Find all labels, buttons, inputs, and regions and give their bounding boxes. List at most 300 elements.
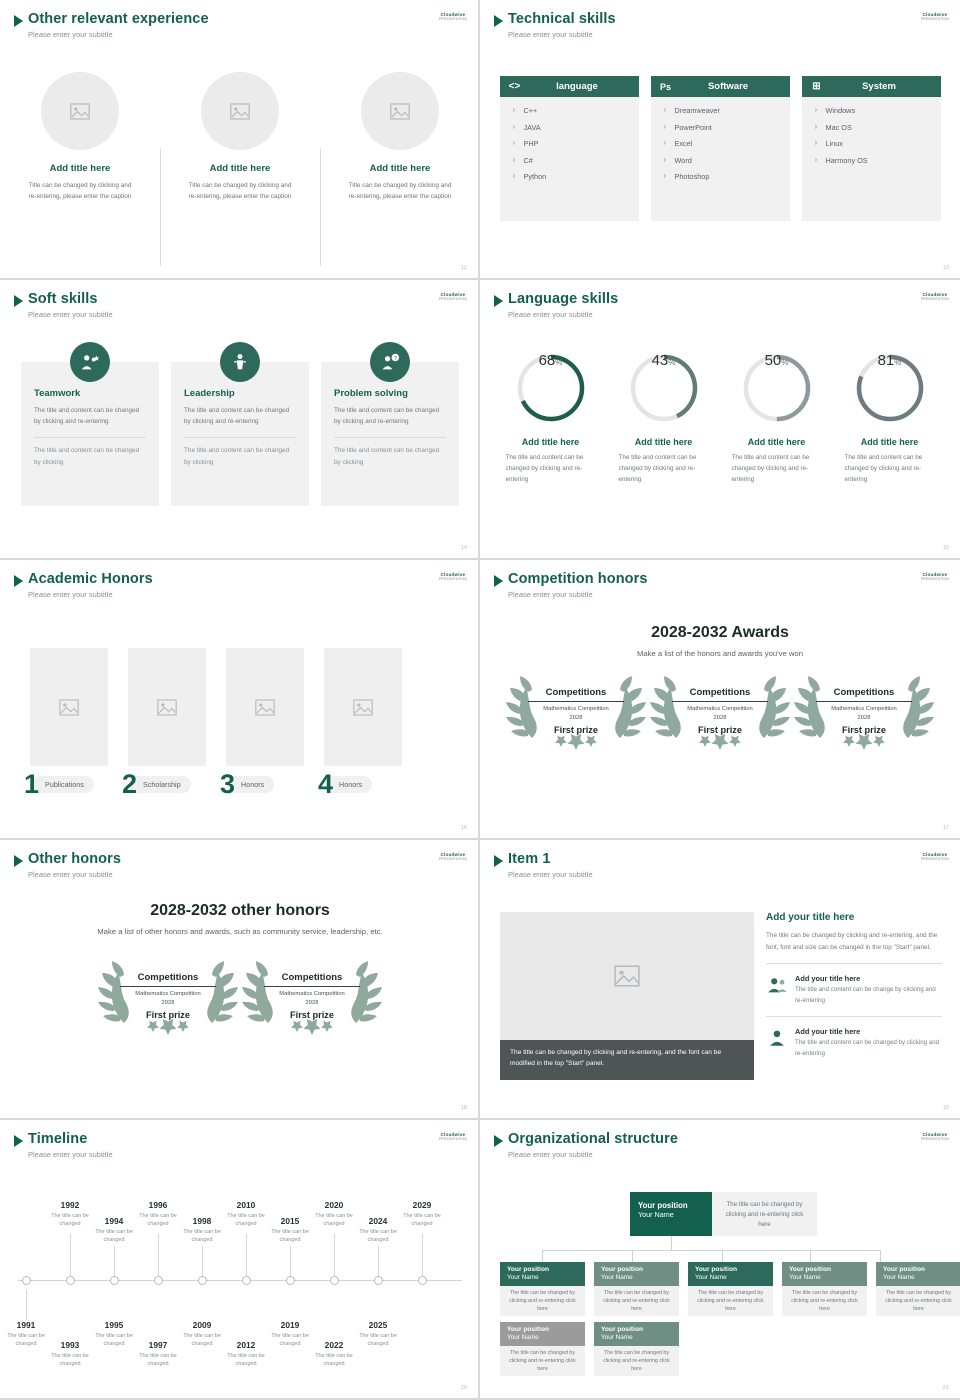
card-title: Problem solving	[334, 388, 408, 399]
slide-other-honors	[0, 840, 480, 1120]
slide-header	[14, 571, 153, 599]
image-placeholder[interactable]	[201, 72, 279, 150]
skill-card-system[interactable]	[802, 76, 941, 221]
page-subtitle: Please enter your subtitle	[28, 29, 113, 39]
timeline-node[interactable]	[418, 1276, 427, 1285]
org-row-1	[500, 1262, 960, 1316]
org-card-header	[500, 1262, 585, 1286]
page-number: 17	[942, 825, 949, 831]
page-number: 18	[460, 1105, 467, 1111]
page-subtitle: Please enter your subtitle	[508, 869, 593, 879]
timeline-label: 1997 The title can be changed	[139, 1340, 177, 1368]
timeline-label: 2024 The title can be changed	[359, 1216, 397, 1244]
page-number: 19	[942, 1105, 949, 1111]
brand-logo: Cloudwise PRESENTATION	[438, 1132, 467, 1141]
award-subtitle: Make a list of the honors and awards you've won	[637, 649, 803, 658]
list-item[interactable]	[160, 72, 320, 202]
org-position: Your position	[789, 1266, 831, 1273]
timeline-label: 2022 The title can be changed	[315, 1340, 353, 1368]
item-number: 1	[24, 769, 40, 799]
image-placeholder[interactable]	[30, 648, 108, 766]
list-item: › Linux	[815, 139, 941, 148]
image-placeholder[interactable]	[41, 72, 119, 150]
slide-language-skills	[480, 280, 960, 560]
timeline-node[interactable]	[242, 1276, 251, 1285]
org-card[interactable]	[594, 1322, 679, 1376]
ring-unit: %	[894, 358, 902, 367]
award-line2: 2028	[857, 714, 871, 721]
ring-item[interactable]	[730, 352, 824, 485]
card-desc: The title and content can be changed by clicking and re-entering	[184, 407, 290, 426]
timeline-label: 1991 The title can be changed	[7, 1320, 45, 1348]
divider	[766, 963, 942, 964]
item-label: Honors	[227, 776, 274, 793]
org-card[interactable]	[688, 1262, 773, 1316]
page-number: 13	[942, 265, 949, 271]
card-title: Leadership	[184, 388, 235, 399]
triangle-bullet-icon	[14, 295, 23, 307]
donut-chart	[741, 352, 813, 424]
timeline-stem	[422, 1234, 423, 1276]
card-body	[651, 97, 790, 221]
slide-header	[14, 851, 121, 879]
page-title: Technical skills	[508, 11, 616, 27]
timeline	[0, 1182, 480, 1372]
item-label: Publications	[31, 776, 94, 793]
slide-organizational-structure	[480, 1120, 960, 1400]
triangle-bullet-icon	[494, 855, 503, 867]
slide-academic-honors	[0, 560, 480, 840]
image-icon	[614, 965, 640, 987]
soft-skill-card[interactable]	[21, 362, 159, 506]
page-subtitle: Please enter your subtitle	[508, 309, 593, 319]
skill-card-software[interactable]	[651, 76, 790, 221]
slide-other-relevant-experience	[0, 0, 480, 280]
timeline-label: 2015 The title can be changed	[271, 1216, 309, 1244]
svg-text:?: ?	[393, 355, 397, 362]
org-connector	[632, 1250, 633, 1262]
org-card-desc: The title can be changed by clicking and re-entering click here	[500, 1346, 585, 1376]
image-icon	[59, 699, 79, 716]
award-badge[interactable]	[648, 668, 792, 754]
org-name: Your Name	[695, 1274, 727, 1282]
page-subtitle: Please enter your subtitle	[28, 309, 113, 319]
triangle-bullet-icon	[494, 575, 503, 587]
row-title: Add your title here	[795, 1027, 861, 1037]
page-title: Competition honors	[508, 571, 648, 587]
list-item: › Word	[664, 156, 790, 165]
timeline-label: 1996 The title can be changed	[139, 1200, 177, 1228]
org-card-header	[876, 1262, 960, 1286]
card-header-label: System	[862, 81, 896, 92]
brand-logo: Cloudwise PRESENTATION	[920, 12, 949, 21]
timeline-node[interactable]	[198, 1276, 207, 1285]
org-card[interactable]	[500, 1322, 585, 1376]
honor-item[interactable]	[318, 648, 402, 799]
divider	[120, 986, 216, 987]
ring-value: 50	[764, 352, 782, 369]
org-card[interactable]	[500, 1262, 585, 1316]
timeline-node[interactable]	[154, 1276, 163, 1285]
list-item[interactable]	[320, 72, 480, 202]
image-placeholder[interactable]	[324, 648, 402, 766]
org-card[interactable]	[876, 1262, 960, 1316]
panel-title: Add your title here	[766, 912, 855, 923]
image-icon	[230, 103, 250, 120]
timeline-node[interactable]	[110, 1276, 119, 1285]
org-position: Your position	[883, 1266, 925, 1273]
org-position: Your position	[601, 1326, 643, 1333]
timeline-stem	[158, 1234, 159, 1276]
award-line2: 2028	[305, 999, 319, 1006]
honor-item[interactable]	[122, 648, 206, 799]
award-line2: 2028	[713, 714, 727, 721]
item-title: Add title here	[521, 437, 580, 447]
org-card-desc: The title can be changed by clicking and re-entering click here	[782, 1286, 867, 1316]
org-connector	[542, 1250, 543, 1262]
timeline-stem	[246, 1234, 247, 1276]
image-placeholder[interactable]	[226, 648, 304, 766]
brand-logo: Cloudwise PRESENTATION	[438, 852, 467, 861]
item-title: Add title here	[49, 163, 111, 174]
award-list	[480, 668, 960, 754]
award-subtitle: Make a list of other honors and awards, such as community service, leadership, etc.	[97, 927, 383, 936]
ring-item[interactable]	[617, 352, 711, 485]
org-card-header	[688, 1262, 773, 1286]
honor-items	[24, 648, 450, 799]
people-star-icon	[70, 342, 110, 382]
card-header	[500, 76, 639, 97]
triangle-bullet-icon	[14, 575, 23, 587]
row-desc: The title and content can be changed by clicking and re-entering	[795, 1039, 940, 1057]
list-item: › C++	[513, 106, 639, 115]
brand-logo: Cloudwise PRESENTATION	[438, 572, 467, 581]
page-number: 21	[942, 1385, 949, 1391]
ring-unit: %	[781, 358, 789, 367]
award-prize: First prize	[146, 1009, 190, 1020]
card-desc: The title and content can be changed by clicking and re-entering	[34, 407, 140, 426]
slide-header	[14, 291, 113, 319]
photoshop-icon: Ps	[659, 81, 671, 92]
timeline-stem	[26, 1290, 27, 1320]
timeline-label: 2029 The title can be changed	[403, 1200, 441, 1228]
page-title: Organizational structure	[508, 1131, 678, 1147]
brand-logo: Cloudwise PRESENTATION	[920, 1132, 949, 1141]
slide-header	[14, 1131, 113, 1159]
card-header	[651, 76, 790, 97]
org-root-card[interactable]	[630, 1192, 712, 1236]
award-line1: Mathematics Competition	[543, 706, 609, 713]
triangle-bullet-icon	[494, 295, 503, 307]
divider	[816, 701, 912, 702]
timeline-stem	[334, 1234, 335, 1276]
ring-unit: %	[555, 358, 563, 367]
org-name: Your Name	[601, 1274, 633, 1282]
page-subtitle: Please enter your subtitle	[508, 29, 593, 39]
item-desc: The title and content can be changed by clicking and re-entering	[844, 454, 923, 484]
ring-value: 81	[877, 352, 895, 369]
list-item: › Dreamweaver	[664, 106, 790, 115]
item-title: Add title here	[860, 437, 919, 447]
language-rings	[480, 352, 960, 485]
list-item: › JAVA	[513, 123, 639, 132]
page-title: Soft skills	[28, 291, 98, 307]
slide-timeline	[0, 1120, 480, 1400]
ring-item[interactable]	[843, 352, 937, 485]
org-row-2	[500, 1322, 679, 1376]
award-heading-block	[480, 624, 960, 658]
person-icon	[766, 1027, 788, 1049]
timeline-node[interactable]	[374, 1276, 383, 1285]
divider	[34, 437, 146, 438]
org-card-desc: The title can be changed by clicking and re-entering click here	[688, 1286, 773, 1316]
page-subtitle: Please enter your subtitle	[28, 589, 113, 599]
triangle-bullet-icon	[494, 15, 503, 27]
brand-logo: Cloudwise PRESENTATION	[920, 572, 949, 581]
slide-competition-honors	[480, 560, 960, 840]
page-number: 14	[460, 545, 467, 551]
page-title: Language skills	[508, 291, 619, 307]
timeline-stem	[202, 1246, 203, 1276]
award-badge[interactable]	[504, 668, 648, 754]
list-item: › PowerPoint	[664, 123, 790, 132]
timeline-node[interactable]	[330, 1276, 339, 1285]
brand-logo: Cloudwise PRESENTATION	[920, 292, 949, 301]
list-item: › Windows	[815, 106, 941, 115]
item-desc: Title can be changed by clicking and re-entering, please enter the caption	[348, 182, 452, 201]
image-caption: The title can be changed by clicking and re-entering, and the font can be modified in the top "Start" panel.	[500, 1040, 754, 1080]
slide-soft-skills	[0, 280, 480, 560]
page-number: 16	[460, 825, 467, 831]
list-item: › Excel	[664, 139, 790, 148]
soft-skill-card[interactable]	[171, 362, 309, 506]
divider	[766, 1016, 942, 1017]
item-title: Add title here	[634, 437, 693, 447]
org-root[interactable]	[630, 1192, 817, 1236]
award-list	[0, 953, 480, 1039]
timeline-label: 1993 The title can be changed	[51, 1340, 89, 1368]
card-title: Teamwork	[34, 388, 81, 399]
right-panel	[766, 912, 942, 1068]
award-heading: Competitions	[137, 972, 199, 984]
org-card-desc: The title can be changed by clicking and re-entering click here	[876, 1286, 960, 1316]
code-brackets-icon: <>	[508, 81, 521, 92]
item-title: Add title here	[369, 163, 431, 174]
org-connector	[722, 1250, 723, 1262]
image-icon	[390, 103, 410, 120]
card-desc-secondary: The title and content can be changed by clicking	[34, 447, 140, 466]
award-heading: Competitions	[689, 687, 751, 699]
org-card-header	[782, 1262, 867, 1286]
card-header	[802, 76, 941, 97]
skill-card-language[interactable]	[500, 76, 639, 221]
org-card-header	[594, 1322, 679, 1346]
page-subtitle: Please enter your subtitle	[508, 1149, 593, 1159]
org-name: Your Name	[883, 1274, 915, 1282]
brand-logo: Cloudwise PRESENTATION	[438, 12, 467, 21]
panel-desc: The title can be changed by clicking and re-entering, and the font, font and size can be changed in the top "Start" panel.	[766, 932, 938, 951]
list-item[interactable]	[0, 72, 160, 202]
windows-icon: ⊞	[812, 81, 821, 92]
timeline-node[interactable]	[66, 1276, 75, 1285]
item-label: Scholarship	[129, 776, 191, 793]
row-title: Add your title here	[795, 974, 861, 984]
list-item[interactable]	[766, 974, 942, 1006]
divider	[334, 437, 446, 438]
org-card-desc: The title can be changed by clicking and re-entering click here	[594, 1286, 679, 1316]
honor-item[interactable]	[24, 648, 108, 799]
org-card[interactable]	[594, 1262, 679, 1316]
timeline-label: 2025 The title can be changed	[359, 1320, 397, 1348]
slide-header	[494, 11, 616, 39]
timeline-label: 2020 The title can be changed	[315, 1200, 353, 1228]
divider	[184, 437, 296, 438]
ring-item[interactable]	[504, 352, 598, 485]
award-line1: Mathematics Competition	[831, 706, 897, 713]
org-name: Your Name	[507, 1334, 539, 1342]
card-header-label: language	[556, 81, 598, 92]
award-badge[interactable]	[792, 668, 936, 754]
item-title: Add title here	[747, 437, 806, 447]
ring-value: 68	[538, 352, 556, 369]
soft-skill-card[interactable]	[321, 355, 459, 506]
org-card-header	[500, 1322, 585, 1346]
timeline-label: 2009 The title can be changed	[183, 1320, 221, 1348]
org-connector	[810, 1250, 811, 1262]
item-desc: Title can be changed by clicking and re-entering, please enter the caption	[28, 182, 132, 201]
award-badge[interactable]	[240, 953, 384, 1039]
list-item: › C#	[513, 156, 639, 165]
timeline-label: 2019 The title can be changed	[271, 1320, 309, 1348]
timeline-axis	[18, 1280, 462, 1281]
soft-skill-cards	[0, 355, 480, 506]
timeline-label: 1992 The title can be changed	[51, 1200, 89, 1228]
timeline-stem	[70, 1234, 71, 1276]
item-desc: The title and content can be changed by clicking and re-entering	[618, 454, 697, 484]
org-position: Your position	[695, 1266, 737, 1273]
triangle-bullet-icon	[14, 855, 23, 867]
award-line1: Mathematics Competition	[687, 706, 753, 713]
item-number: 3	[220, 769, 236, 799]
brand-logo: Cloudwise PRESENTATION	[438, 292, 467, 301]
card-desc-secondary: The title and content can be changed by clicking	[184, 447, 290, 466]
divider	[264, 986, 360, 987]
org-card-desc: The title can be changed by clicking and re-entering click here	[500, 1286, 585, 1316]
timeline-stem	[378, 1246, 379, 1276]
award-prize: First prize	[698, 724, 742, 735]
donut-chart	[854, 352, 926, 424]
item-title: Add title here	[209, 163, 271, 174]
list-item: › PHP	[513, 139, 639, 148]
item-desc: Title can be changed by clicking and re-entering, please enter the caption	[188, 182, 292, 201]
person-question-icon	[370, 342, 410, 382]
award-line2: 2028	[161, 999, 175, 1006]
image-placeholder[interactable]	[128, 648, 206, 766]
award-badge[interactable]	[96, 953, 240, 1039]
image-icon	[255, 699, 275, 716]
org-connector	[542, 1250, 880, 1251]
experience-columns	[0, 72, 480, 202]
image-placeholder[interactable]	[361, 72, 439, 150]
item-number: 2	[122, 769, 138, 799]
org-root-note: The title can be changed by clicking and re-entering click here	[712, 1192, 817, 1236]
brand-logo: Cloudwise PRESENTATION	[920, 852, 949, 861]
donut-chart	[628, 352, 700, 424]
item-number: 4	[318, 769, 334, 799]
page-number: 15	[942, 545, 949, 551]
slide-item-1	[480, 840, 960, 1120]
page-subtitle: Please enter your subtitle	[508, 589, 593, 599]
award-heading: Competitions	[833, 687, 895, 699]
org-card-desc: The title can be changed by clicking and re-entering click here	[594, 1346, 679, 1376]
card-body	[500, 97, 639, 221]
timeline-node[interactable]	[22, 1276, 31, 1285]
page-title: Item 1	[508, 851, 551, 867]
page-title: Other relevant experience	[28, 11, 209, 27]
org-position: Your position	[601, 1266, 643, 1273]
timeline-label: 1998 The title can be changed	[183, 1216, 221, 1244]
org-name: Your Name	[601, 1334, 633, 1342]
org-name: Your Name	[789, 1274, 821, 1282]
slide-technical-skills	[480, 0, 960, 280]
triangle-bullet-icon	[14, 1135, 23, 1147]
list-item: › Python	[513, 172, 639, 181]
triangle-bullet-icon	[494, 1135, 503, 1147]
triangle-bullet-icon	[14, 15, 23, 27]
award-heading-block	[0, 902, 480, 936]
image-icon	[353, 699, 373, 716]
award-title: 2028-2032 Awards	[651, 624, 789, 641]
slide-header	[14, 11, 209, 39]
page-title: Academic Honors	[28, 571, 153, 587]
item-desc: The title and content can be changed by clicking and re-entering	[505, 454, 584, 484]
list-item: › Harmony OS	[815, 156, 941, 165]
org-connector	[880, 1250, 881, 1262]
page-subtitle: Please enter your subtitle	[28, 869, 113, 879]
timeline-label: 1994 The title can be changed	[95, 1216, 133, 1244]
page-number: 12	[460, 265, 467, 271]
org-connector	[671, 1236, 672, 1250]
card-header-label: Software	[707, 81, 749, 92]
speaker-podium-icon	[220, 342, 260, 382]
org-position: Your position	[507, 1326, 549, 1333]
list-item[interactable]	[766, 1027, 942, 1059]
page-subtitle: Please enter your subtitle	[28, 1149, 113, 1159]
image-placeholder[interactable]	[500, 912, 754, 1040]
org-name: Your Name	[638, 1210, 674, 1219]
page-title: Timeline	[28, 1131, 88, 1147]
award-heading: Competitions	[545, 687, 607, 699]
timeline-label: 1995 The title can be changed	[95, 1320, 133, 1348]
org-card[interactable]	[782, 1262, 867, 1316]
honor-item[interactable]	[220, 648, 304, 799]
list-item: › Mac OS	[815, 123, 941, 132]
timeline-label: 2012 The title can be changed	[227, 1340, 265, 1368]
org-position: Your position	[507, 1266, 549, 1273]
timeline-node[interactable]	[286, 1276, 295, 1285]
page-number: 20	[460, 1385, 467, 1391]
card-desc-secondary: The title and content can be changed by clicking	[334, 447, 440, 466]
slide-header	[494, 571, 648, 599]
org-position: Your position	[638, 1201, 688, 1210]
slide-header	[494, 851, 593, 879]
skill-cards	[480, 76, 960, 221]
card-desc: The title and content can be changed by clicking and re-entering	[334, 407, 440, 426]
award-heading: Competitions	[281, 972, 343, 984]
row-desc: The title and content can be change by clicking and re-entering	[795, 986, 936, 1004]
page-title: Other honors	[28, 851, 122, 867]
card-body	[802, 97, 941, 221]
